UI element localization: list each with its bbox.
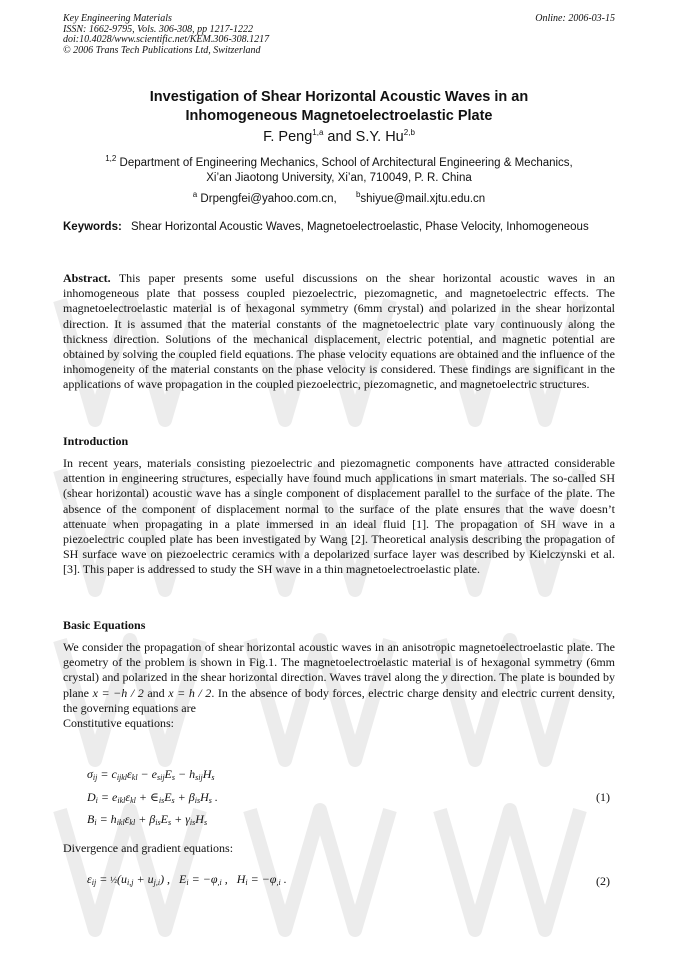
issn-line: ISSN: 1662-9795, Vols. 306-308, pp 1217-1222 [63,23,253,35]
basic-text-part-3: and [143,685,169,700]
author-2: S.Y. Hu [355,129,404,145]
author-1: F. Peng [263,129,313,145]
email-a-sup: a [192,190,198,200]
equation-1-number: (1) [596,790,610,804]
equation-2-number: (2) [596,874,610,888]
equation-2: $\varepsilon_{ij}$ = $\frac{1}{2}(u_{i,j} + u_{j,i})$ , $E_i = -\varphi_{,i}$ , $H_i = -\varphi_{,i}$ . [87,872,287,887]
basic-equations-text [63,640,615,731]
email-b: shiyue@mail.xjtu.edu.cn [360,193,486,205]
online-date: Online: 2006-03-15 [535,13,615,24]
abstract [63,271,615,393]
emails [60,190,618,205]
author-1-sup: 1,a [312,128,324,138]
equation-1-line-1: $\sigma_{ij} = c_{ijkl}\varepsilon_{kl} - e_{sij}E_s - h_{sij}H_s$ [87,767,215,782]
y-variable: y [442,670,448,685]
paper-title [60,88,618,126]
introduction-heading: Introduction [63,434,129,448]
title-line-1: Investigation of Shear Horizontal Acoustic Waves in an [149,89,529,105]
authors [60,129,618,145]
equation-1-line-3: $B_i = h_{ikl}\varepsilon_{kl} + \beta_{is}E_s + \gamma_{is}H_s$ [87,812,208,827]
email-b-sup: b [355,190,361,200]
affiliation-sup: 1,2 [105,154,117,164]
basic-text-part-1: We consider the propagation of shear horizontal acoustic waves in an anisotropic magnetoelectroelastic plate. The geometry of the problem is shown in Fig.1. The magnetoelectroelastic material is of hexagonal symmetry (6mm crystal) and polarized in the shear horizontal direction. Waves travel along the [63,640,615,685]
basic-text-part-4: . In the absence of body forces, electric charge density and electric current density, the governing equations are [63,685,615,715]
affiliation-line-2: Xi’an Jiaotong University, Xi’an, 710049, P. R. China [206,172,472,184]
keywords [63,220,618,235]
equation-1 [87,765,218,833]
journal-name: Key Engineering Materials [63,13,172,24]
abstract-text: This paper presents some useful discussions on the shear horizontal acoustic waves in an inhomogeneous plate that possess coupled piezoelectric, piezomagnetic, and magnetoelectric effects. The magnetoelectroelastic material is of hexagonal symmetry (6mm crystal) and polarized in the shear horizontal direction. It is assumed that the material constants of the magnetoelectric plate vary continuously along the thickness direction. Solutions of the mechanical displacement, electric potential, and magnetic potential are obtained by solving the coupled field equations. The phase velocity equations are obtained and the influence of the inhomogeneity of the material constants on the phase velocity is considered. These findings are significant in the applications of wave propagation in the coupled piezoelectric, piezomagnetic, and magnetoelectric structures. [63,271,615,392]
affiliation-line-1: Department of Engineering Mechanics, School of Architectural Engineering & Mechanics, [116,157,573,169]
introduction-text: In recent years, materials consisting piezoelectric and piezomagnetic components have attracted considerable attention in engineering structures, especially have found much applications in smart materials. The so-called SH (shear horizontal) acoustic wave has a single component of displacement parallel to the surface of the plate. The absence of the component of displacement normal to the surface of the plate ensures that the wave doesn’t attenuate when propagating in a plate immersed in an ideal fluid [1]. The propagation of SH wave in a piezoelectric coupled plate has been investigated by Wang [2]. Theoretical analysis describing the propagation of SH surface wave on piezoelectric ceramics with a depolarized surface layer was described by Kielczynski et al. [3]. This paper is addressed to study the SH wave in a thin magnetoelectroelastic plate. [63,456,615,577]
copyright-line: © 2006 Trans Tech Publications Ltd, Switzerland [63,44,261,56]
email-a: Drpengfei@yahoo.com.cn, [197,193,337,205]
journal-header [63,14,269,56]
basic-text-part-2: direction. The plate is bounded by plane [63,670,615,700]
constitutive-label: Constitutive equations: [63,716,174,731]
divergence-label: Divergence and gradient equations: [63,841,234,855]
boundary-eq-2: x = h / 2 [168,685,212,700]
doi-line: doi:10.4028/www.scientific.net/KEM.306-308.1217 [63,34,270,46]
author-2-sup: 2,b [403,128,415,138]
keywords-label: Keywords: [63,221,122,233]
authors-and: and [323,129,356,145]
equation-1-line-2: $D_i = e_{ikl}\varepsilon_{kl}$ + $\in_{is}E_s + \beta_{is}H_s$ . [87,789,218,805]
keywords-text: Shear Horizontal Acoustic Waves, Magnetoelectroelastic, Phase Velocity, Inhomogeneous [131,221,589,233]
affiliation [60,156,618,186]
abstract-label: Abstract. [63,271,111,285]
basic-equations-heading: Basic Equations [63,618,146,632]
title-line-2: Inhomogeneous Magnetoelectroelastic Plate [185,108,493,124]
boundary-eq-1: x = −h / 2 [92,685,144,700]
